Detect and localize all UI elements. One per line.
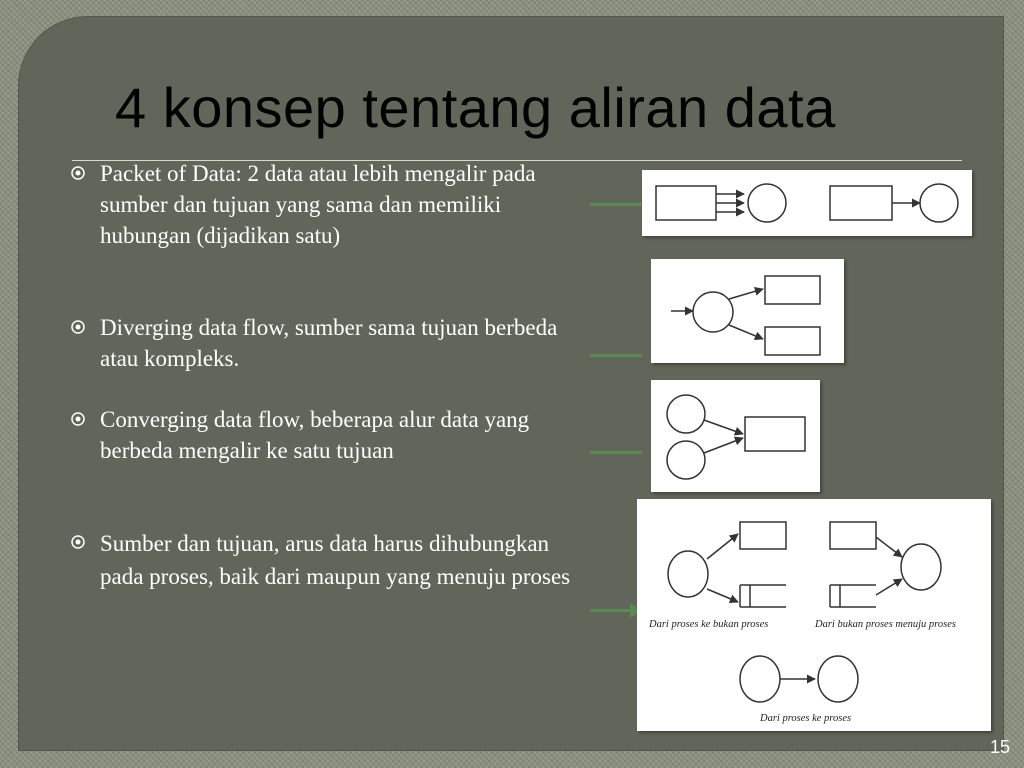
pointer-arrow-3 [590, 451, 642, 454]
bullet-diverging-flow [70, 312, 590, 374]
bullet-text: Sumber dan tujuan, arus data harus dihubungkan pada proses, baik dari maupun yang menuju proses [100, 531, 571, 589]
bullet-converging-flow [70, 404, 595, 466]
diagram-converging-flow [651, 380, 820, 492]
diagram-diverging-flow [651, 259, 844, 363]
bullet-text: Packet of Data: 2 data atau lebih mengalir pada sumber dan tujuan yang sama dan memiliki hubungan (dijadikan satu) [100, 161, 536, 248]
circled-dot-bullet-icon [70, 165, 86, 181]
slide-title: 4 konsep tentang aliran data [115, 76, 836, 139]
pointer-arrow-1 [590, 203, 642, 206]
page-number: 15 [989, 737, 1010, 757]
pointer-arrow-2 [590, 354, 642, 357]
caption-process-to-process: Dari proses ke proses [760, 713, 852, 724]
diagram-packet-of-data [642, 170, 972, 236]
circled-dot-bullet-icon [70, 534, 86, 550]
diagram-process-connections [637, 499, 991, 731]
circled-dot-bullet-icon [70, 319, 86, 335]
bullet-source-destination [70, 527, 590, 593]
bullet-text: Converging data flow, beberapa alur data yang berbeda mengalir ke satu tujuan [100, 407, 530, 463]
bullet-packet-of-data [70, 158, 590, 251]
bullet-text: Diverging data flow, sumber sama tujuan berbeda atau kompleks. [100, 315, 558, 371]
caption-from-process: Dari proses ke bukan proses [649, 619, 769, 630]
circled-dot-bullet-icon [70, 411, 86, 427]
caption-to-process: Dari bukan proses menuju proses [815, 619, 956, 630]
pointer-arrow-4 [590, 609, 634, 612]
